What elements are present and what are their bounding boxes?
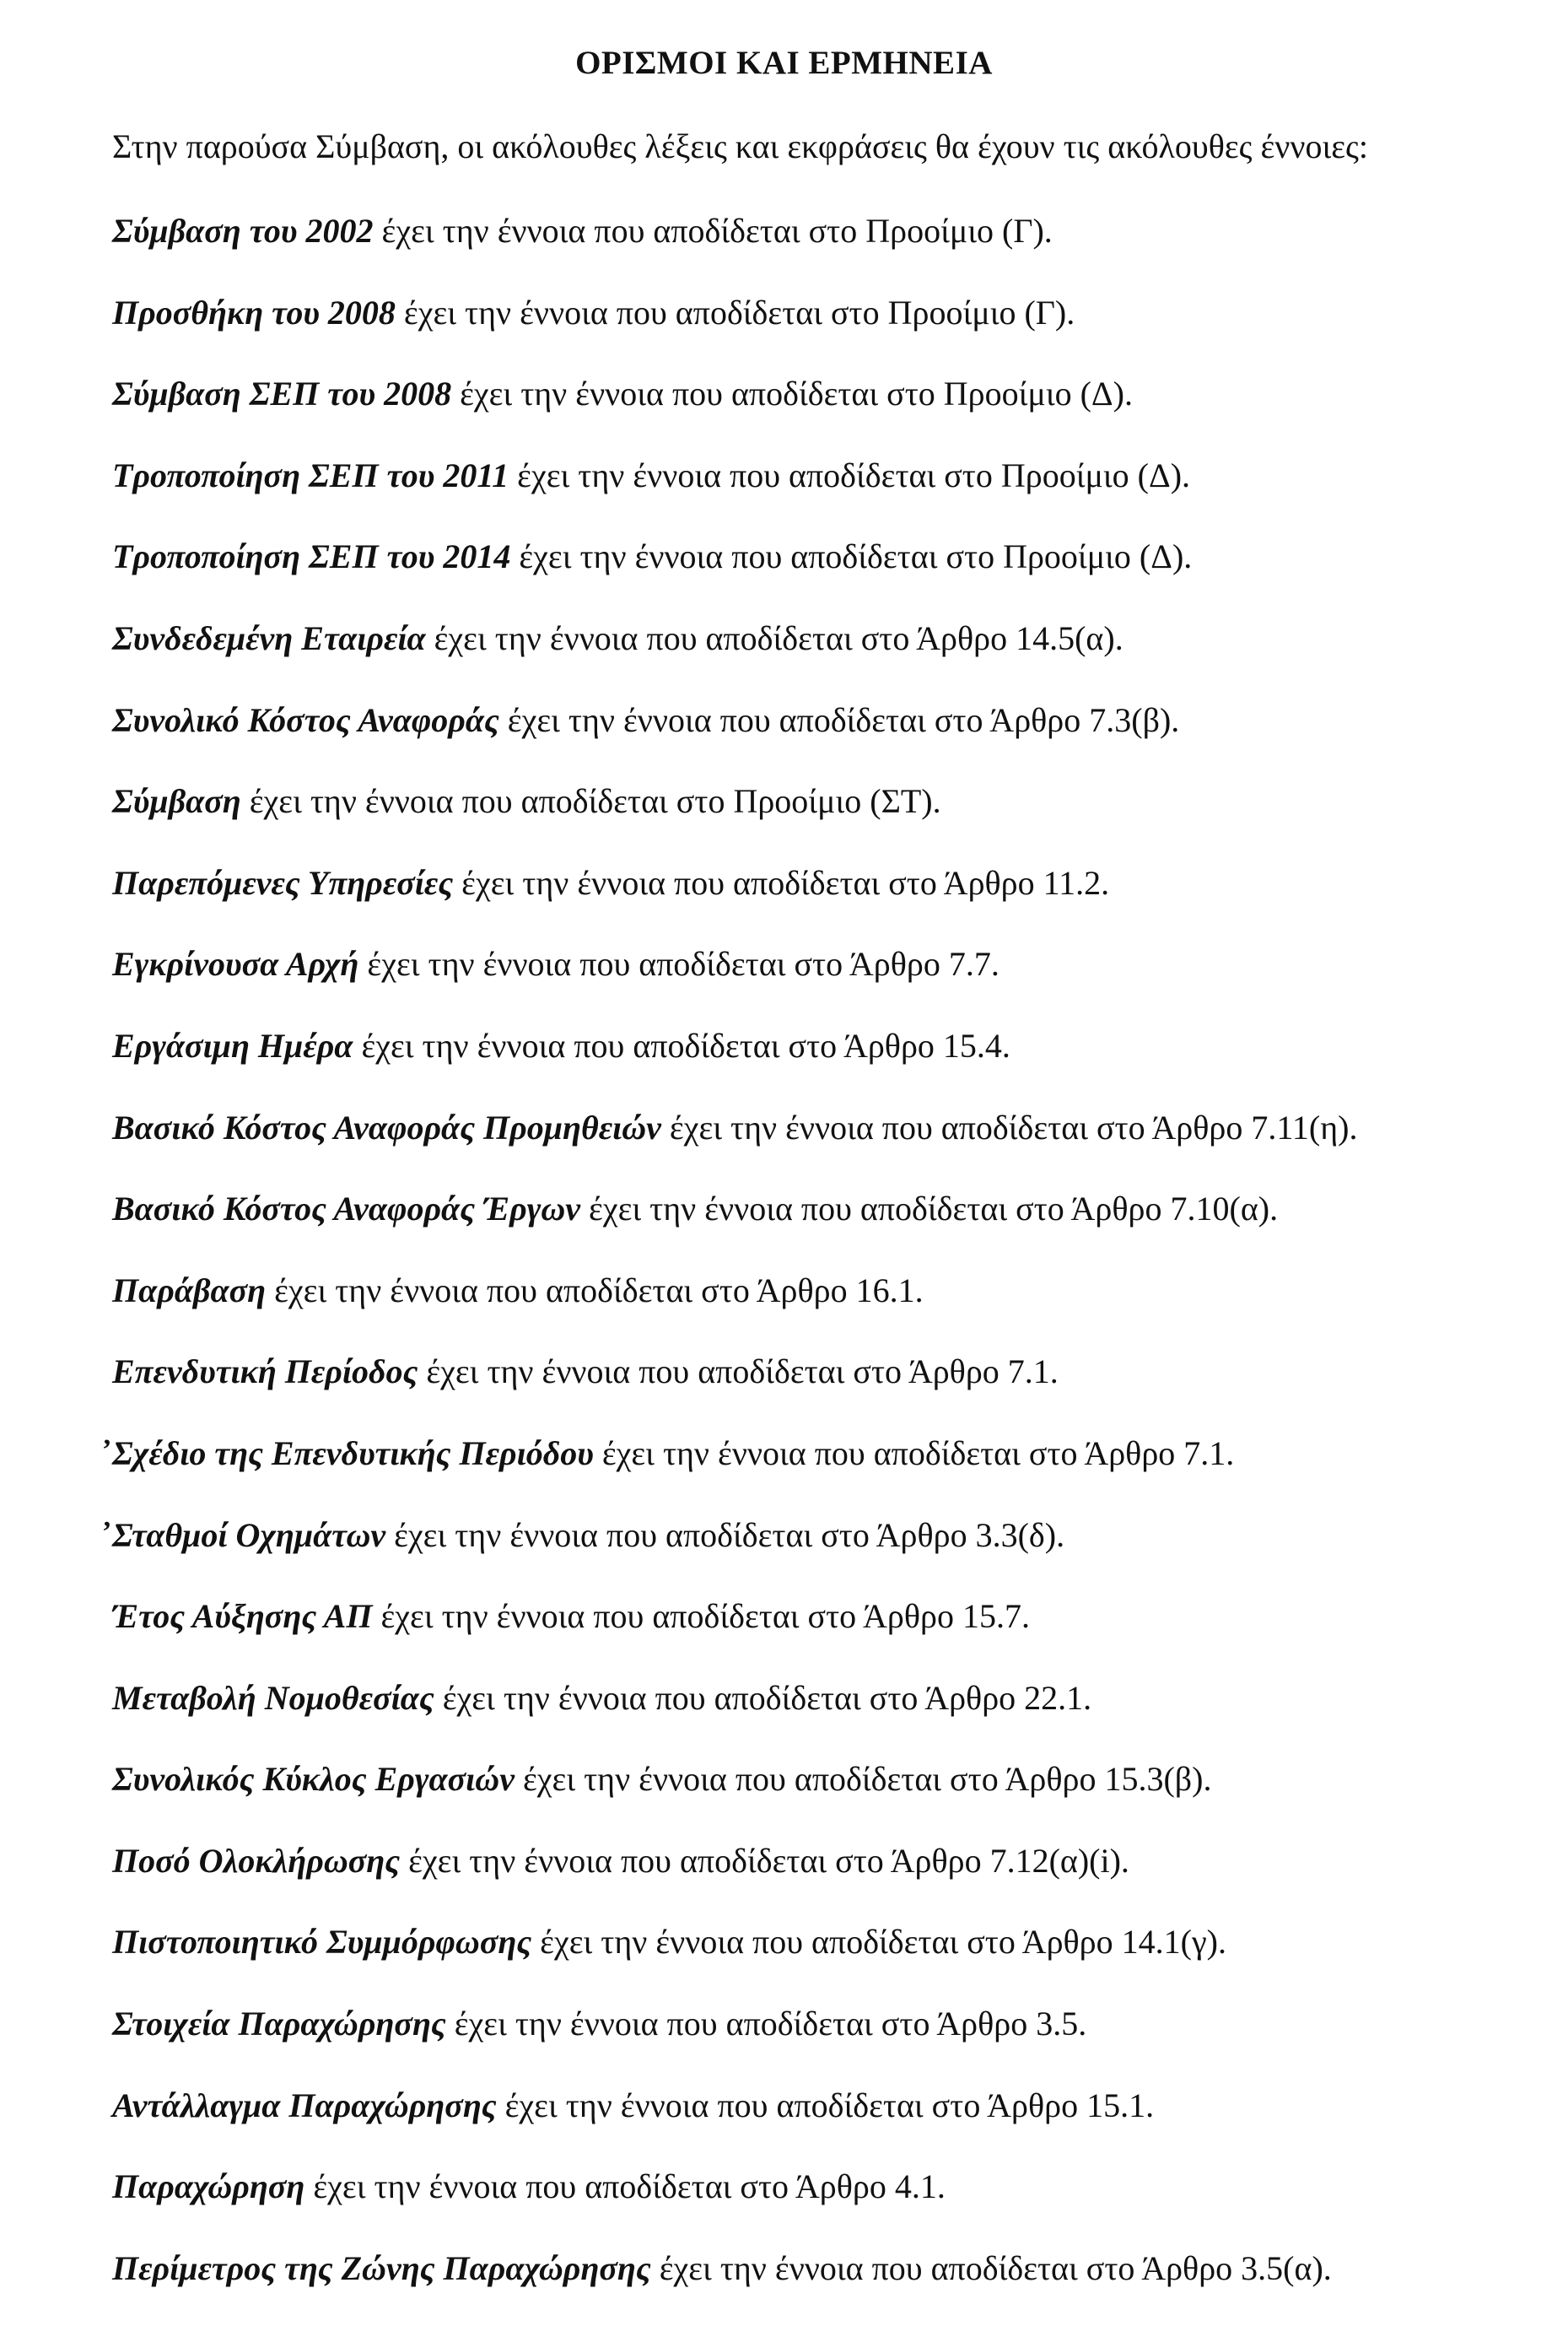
definition-term: Εγκρίνουσα Αρχή [112,945,359,984]
definition-term: Στοιχεία Παραχώρησης [112,2005,446,2043]
definition-item [112,2163,1546,2245]
definition-meaning: έχει την έννοια που αποδίδεται στο Προοίμιο (Δ). [509,456,1191,494]
definition-meaning: έχει την έννοια που αποδίδεται στο Προοίμιο (Γ). [395,293,1075,332]
definition-meaning: έχει την έννοια που αποδίδεται στο Άρθρο 11.2. [453,863,1110,902]
definition-term: Επενδυτική Περίοδος [112,1352,418,1391]
definition-meaning: έχει την έννοια που αποδίδεται στο Προοίμιο (Δ). [510,537,1193,576]
definition-meaning: έχει την έννοια που αποδίδεται στο Άρθρο 7.1. [593,1433,1235,1472]
definition-item [112,2000,1546,2082]
definition-meaning: έχει την έννοια που αποδίδεται στο Άρθρο 3.5. [445,2005,1087,2043]
definition-meaning: έχει την έννοια που αποδίδεται στο Άρθρο 7.3(β). [498,700,1180,739]
definition-meaning: έχει την έννοια που αποδίδεται στο Άρθρο 7.10(α). [580,1190,1279,1228]
definition-item [102,1430,1546,1512]
definition-term: Βασικό Κόστος Αναφοράς Προμηθειών [112,1108,661,1147]
definition-meaning: έχει την έννοια που αποδίδεται στο Άρθρο 14.5(α). [425,618,1123,657]
definition-meaning: έχει την έννοια που αποδίδεται στο Άρθρο 7.7. [358,945,1000,984]
definition-term: Σύμβαση του 2002 [112,212,374,250]
definition-item [112,1593,1546,1675]
definition-item [112,2245,1546,2326]
definition-term: Πιστοποιητικό Συμμόρφωσης [112,1923,532,1962]
definition-meaning: έχει την έννοια που αποδίδεται στο Άρθρο 15.4. [353,1026,1010,1065]
definition-term: Τροποποίηση ΣΕΠ του 2011 [112,456,509,494]
definition-item [112,533,1546,615]
definition-term: Συνδεδεμένη Εταιρεία [112,618,426,657]
margin-mark: ʼ [102,1433,112,1465]
definition-term: Παράβαση [112,1271,267,1309]
definition-term: Παρεπόμενες Υπηρεσίες [112,863,454,902]
document-title: ΟΡΙΣΜΟΙ ΚΑΙ ΕΡΜΗΝΕΙΑ [575,45,993,81]
definition-item [112,1919,1546,2000]
definition-item [102,1512,1546,1594]
definition-term: Παραχώρηση [112,2167,305,2206]
margin-mark: ’ [102,1515,112,1547]
definition-term: Συνολικός Κύκλος Εργασιών [112,1760,515,1799]
definition-item [112,1185,1546,1267]
definition-item [112,1348,1546,1430]
definition-meaning: έχει την έννοια που αποδίδεται στο Άρθρο 15.3(β). [514,1760,1212,1799]
definitions-list [102,208,1546,2326]
definition-term: Συνολικό Κόστος Αναφοράς [112,700,499,739]
definition-term: Σύμβαση [112,782,241,821]
definition-item [112,1104,1546,1186]
definition-meaning: έχει την έννοια που αποδίδεται στο Προοίμιο (Γ). [373,212,1053,250]
definition-meaning: έχει την έννοια που αποδίδεται στο Άρθρο 16.1. [266,1271,924,1309]
definition-item [112,1756,1546,1838]
definition-meaning: έχει την έννοια που αποδίδεται στο Άρθρο 22.1. [434,1678,1092,1717]
definition-item [112,1675,1546,1757]
definition-item [112,1023,1546,1104]
definition-term: Έτος Αύξησης ΑΠ [112,1597,373,1636]
definition-item [112,860,1546,942]
definition-term: Τροποποίηση ΣΕΠ του 2014 [112,537,511,576]
definition-meaning: έχει την έννοια που αποδίδεται στο Άρθρο 15.7. [372,1597,1030,1636]
definition-item [112,1838,1546,1919]
definition-item [112,697,1546,779]
definition-meaning: έχει την έννοια που αποδίδεται στο Άρθρο 3.3(δ). [385,1515,1065,1554]
definition-item [112,452,1546,534]
definition-meaning: έχει την έννοια που αποδίδεται στο Άρθρο 7.11(η). [660,1108,1358,1147]
definition-term: Προσθήκη του 2008 [112,293,396,332]
definition-meaning: έχει την έννοια που αποδίδεται στο Προοίμιο (Δ). [451,375,1133,413]
definition-item [112,208,1546,289]
definition-meaning: έχει την έννοια που αποδίδεται στο Προοίμιο (ΣΤ). [240,782,941,821]
definition-item [112,615,1546,697]
definition-item [112,941,1546,1023]
definition-item [112,778,1546,860]
definition-term: Σχέδιο της Επενδυτικής Περιόδου [112,1433,594,1472]
definition-item [112,370,1546,452]
definition-item [112,2082,1546,2164]
definition-term: Μεταβολή Νομοθεσίας [112,1678,434,1717]
definition-item [112,1267,1546,1349]
definition-meaning: έχει την έννοια που αποδίδεται στο Άρθρο 3.5(α). [650,2248,1332,2287]
definition-item [112,289,1546,371]
definition-meaning: έχει την έννοια που αποδίδεται στο Άρθρο 14.1(γ). [531,1923,1226,1962]
definition-meaning: έχει την έννοια που αποδίδεται στο Άρθρο 4.1. [304,2167,946,2206]
definition-meaning: έχει την έννοια που αποδίδεται στο Άρθρο 15.1. [496,2086,1155,2124]
definition-term: Εργάσιμη Ημέρα [112,1026,353,1065]
definition-meaning: έχει την έννοια που αποδίδεται στο Άρθρο 7.12(α)(i). [400,1841,1129,1880]
definition-term: Βασικό Κόστος Αναφοράς Έργων [112,1190,581,1228]
definition-term: Ποσό Ολοκλήρωσης [112,1841,401,1880]
definition-term: Σύμβαση ΣΕΠ του 2008 [112,375,452,413]
definition-meaning: έχει την έννοια που αποδίδεται στο Άρθρο 7.1. [418,1352,1059,1391]
definition-term: Σταθμοί Οχημάτων [112,1515,386,1554]
definition-term: Αντάλλαγμα Παραχώρησης [112,2086,497,2124]
intro-paragraph: Στην παρούσα Σύμβαση, οι ακόλουθες λέξεις και εκφράσεις θα έχουν τις ακόλουθες έννοιες: [112,127,1368,165]
definition-term: Περίμετρος της Ζώνης Παραχώρησης [112,2248,651,2287]
